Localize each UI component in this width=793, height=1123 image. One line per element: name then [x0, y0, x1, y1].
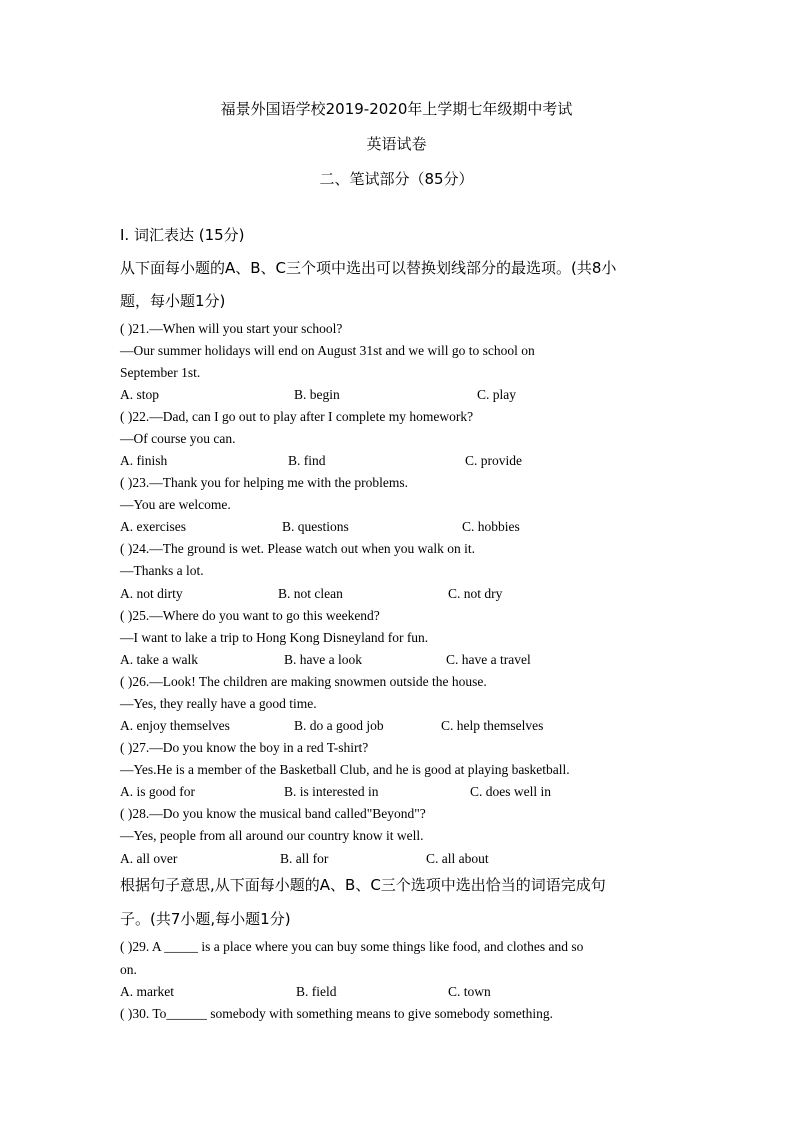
question-30: ( )30. To______ somebody with something means to give somebody something.	[120, 1006, 554, 1021]
question-26-option-b: B. do a good job	[294, 718, 384, 733]
exam-title: 福景外国语学校2019-2020年上学期七年级期中考试	[220, 100, 573, 118]
question-28-option-c: C. all about	[426, 851, 489, 866]
question-22-dialogue: —Of course you can.	[120, 431, 236, 446]
question-27-option-b: B. is interested in	[284, 784, 379, 799]
question-25-option-a: A. take a walk	[120, 652, 198, 667]
question-21-option-a: A. stop	[120, 387, 160, 402]
question-28-option-b: B. all for	[280, 851, 329, 866]
question-27: ( )27.—Do you know the boy in a red T-shirt?	[120, 740, 369, 755]
question-26-dialogue: —Yes, they really have a good time.	[120, 696, 317, 711]
question-29-option-b: B. field	[296, 984, 337, 999]
question-23: ( )23.—Thank you for helping me with the problems.	[120, 475, 408, 490]
question-22-option-c: C. provide	[465, 453, 522, 468]
question-21: ( )21.—When will you start your school?	[120, 321, 343, 336]
question-24-dialogue: —Thanks a lot.	[120, 563, 204, 578]
section-instruction-line1: 从下面每小题的A、B、C三个项中选出可以替换划线部分的最选项。(共8小	[120, 259, 617, 277]
question-23-option-b: B. questions	[282, 519, 349, 534]
question-24-option-c: C. not dry	[448, 586, 503, 601]
question-23-dialogue: —You are welcome.	[120, 497, 231, 512]
question-26-option-a: A. enjoy themselves	[120, 718, 230, 733]
question-21-option-c: C. play	[477, 387, 516, 402]
question-21-dialogue-cont: September 1st.	[120, 365, 201, 380]
section-heading: I. 词汇表达 (15分)	[120, 226, 245, 244]
question-22: ( )22.—Dad, can I go out to play after I complete my homework?	[120, 409, 474, 424]
question-25-dialogue: —I want to lake a trip to Hong Kong Disneyland for fun.	[120, 630, 429, 645]
question-28-option-a: A. all over	[120, 851, 178, 866]
question-22-option-b: B. find	[288, 453, 326, 468]
question-26: ( )26.—Look! The children are making snowmen outside the house.	[120, 674, 487, 689]
section2-instruction-line1: 根据句子意思,从下面每小题的A、B、C三个选项中选出恰当的词语完成句	[120, 876, 606, 894]
question-27-option-a: A. is good for	[120, 784, 195, 799]
question-23-option-c: C. hobbies	[462, 519, 520, 534]
section2-instruction-line2: 子。(共7小题,每小题1分)	[120, 910, 291, 928]
question-29: ( )29. A _____ is a place where you can buy some things like food, and clothes and so	[120, 939, 584, 954]
question-24-option-b: B. not clean	[278, 586, 343, 601]
question-25: ( )25.—Where do you want to go this weekend?	[120, 608, 380, 623]
question-28: ( )28.—Do you know the musical band called"Beyond"?	[120, 806, 426, 821]
question-23-option-a: A. exercises	[120, 519, 186, 534]
question-28-dialogue: —Yes, people from all around our country know it well.	[120, 828, 424, 843]
question-29-option-c: C. town	[448, 984, 491, 999]
question-25-option-c: C. have a travel	[446, 652, 531, 667]
question-24-option-a: A. not dirty	[120, 586, 183, 601]
question-26-option-c: C. help themselves	[441, 718, 544, 733]
question-29-cont: on.	[120, 962, 137, 977]
question-27-option-c: C. does well in	[470, 784, 551, 799]
section-instruction-line2: 题，每小题1分)	[120, 292, 226, 310]
question-21-dialogue: —Our summer holidays will end on August 31st and we will go to school on	[120, 343, 535, 358]
exam-subtitle: 英语试卷	[366, 135, 427, 153]
question-29-option-a: A. market	[120, 984, 174, 999]
question-22-option-a: A. finish	[120, 453, 168, 468]
question-25-option-b: B. have a look	[284, 652, 362, 667]
question-27-dialogue: —Yes.He is a member of the Basketball Club, and he is good at playing basketball.	[120, 762, 570, 777]
part-heading: 二、笔试部分（85分）	[319, 170, 474, 188]
question-24: ( )24.—The ground is wet. Please watch out when you walk on it.	[120, 541, 476, 556]
question-21-option-b: B. begin	[294, 387, 340, 402]
